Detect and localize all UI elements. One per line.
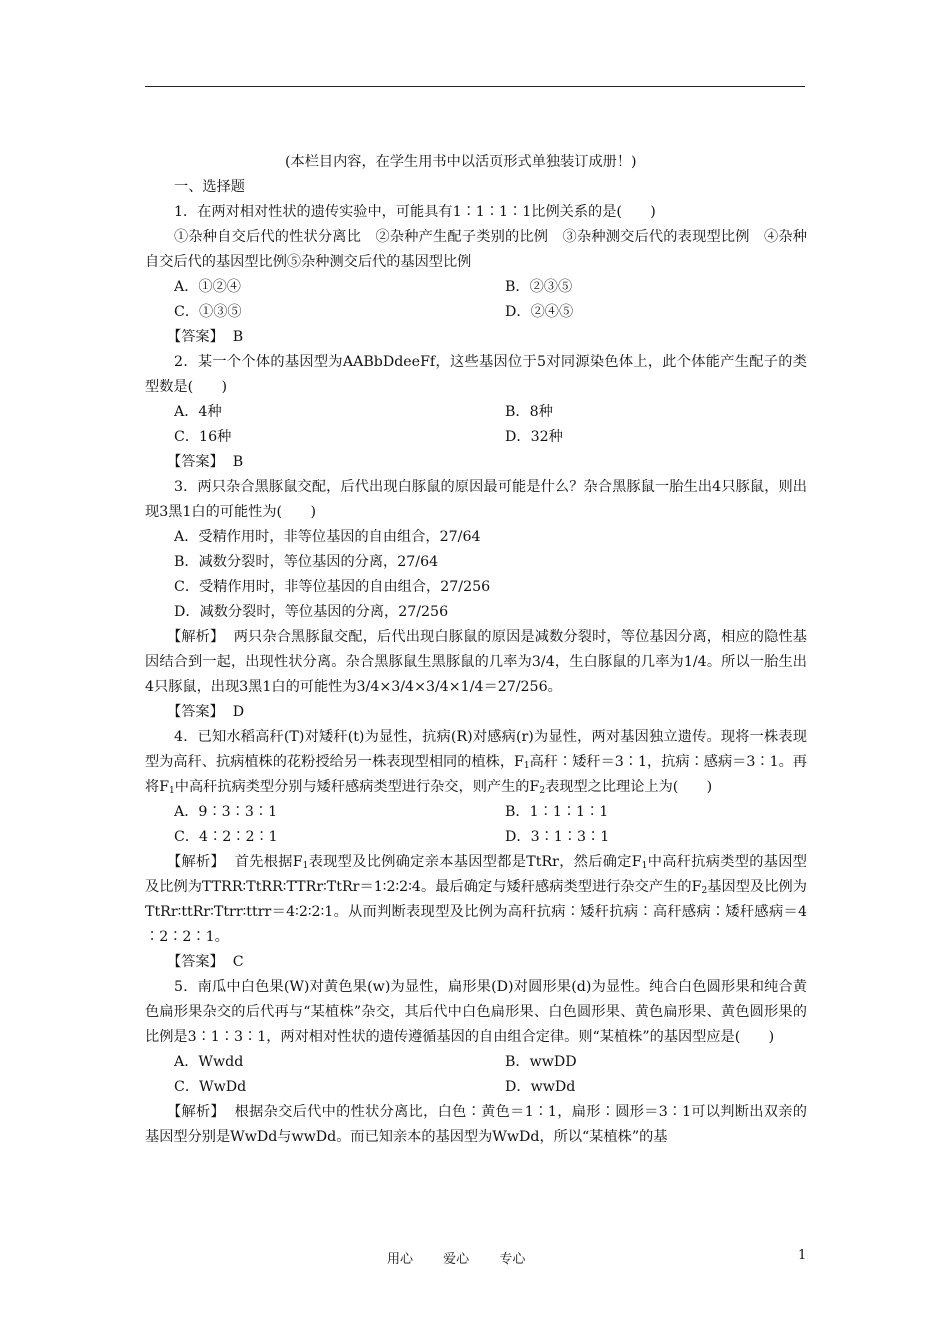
stem-part: 4．已知水稻高秆(T)对矮秆(t)为显性，抗病(R)对感病(r)为显性，两对基因独立遗传。现将一株表现型为高秆、抗病植株的花粉授给另一株表现型相同的植株，F: [145, 729, 807, 770]
question-1-stem: 1．在两对相对性状的遗传实验中，可能具有1∶1∶1∶1比例关系的是( ): [174, 204, 656, 220]
analysis-label: 【解析】: [167, 854, 226, 870]
option-c: C．WwDd: [174, 1079, 247, 1095]
option-a: A．4种: [174, 404, 222, 420]
answer-value: D: [232, 704, 245, 720]
subscript: 2: [539, 786, 546, 796]
footer-word-3: 专心: [499, 1252, 526, 1267]
question-5-stem: 5．南瓜中白色果(W)对黄色果(w)为显性，扁形果(D)对圆形果(d)为显性。纯合白色圆形果和纯合黄色扁形果杂交的后代再与“某植株”杂交，其后代中白色扁形果、白色圆形果、黄色扁形果、黄色圆形果的比例是3∶1∶3∶1，两对相对性状的遗传遵循基因的自由组合定律。则“某植株”的基因型应是( ): [145, 979, 807, 1045]
option-a: A．①②④: [174, 279, 241, 295]
header-rule: [145, 86, 805, 87]
option-c: C．16种: [174, 429, 232, 445]
question-2-answer: [145, 450, 807, 475]
option-b: B．8种: [505, 404, 553, 420]
option-d: D．减数分裂时，等位基因的分离，27/256: [174, 604, 449, 620]
section-title: 一、选择题: [174, 179, 245, 195]
subscript: 2: [701, 886, 708, 896]
header-note: (本栏目内容，在学生用书中以活页形式单独装订成册！): [285, 154, 637, 170]
subscript: 1: [169, 786, 175, 796]
answer-value: C: [232, 954, 244, 970]
question-1-options-cd: [145, 300, 807, 325]
question-3-stem: 3．两只杂合黑豚鼠交配，后代出现白豚鼠的原因最可能是什么？杂合黑豚鼠一胎生出4只豚鼠，则出现3黑1白的可能性为( ): [145, 479, 807, 520]
analysis-part: 首先根据F: [234, 854, 303, 870]
option-d: D．3∶1∶3∶1: [505, 829, 610, 845]
footer-slogan: [387, 1248, 551, 1267]
stem-part: 中高秆抗病类型分别与矮秆感病类型进行杂交，则产生的F: [174, 779, 540, 795]
option-a: A．受精作用时，非等位基因的自由组合，27/64: [174, 529, 481, 545]
option-b: B．减数分裂时，等位基因的分离，27/64: [174, 554, 439, 570]
analysis-text: 两只杂合黑豚鼠交配，后代出现白豚鼠的原因是减数分裂时，等位基因分离，相应的隐性基因结合到一起，出现性状分离。杂合黑豚鼠生黑豚鼠的几率为3/4，生白豚鼠的几率为1/4。所以一胎生出4只豚鼠，出现3黑1白的可能性为3/4×3/4×3/4×1/4＝27/256。: [145, 629, 807, 695]
question-4-options-cd: [145, 825, 807, 850]
subscript: 1: [641, 861, 648, 871]
question-1-answer: [145, 325, 807, 350]
analysis-part: 表现型及比例确定亲本基因型都是TtRr，然后确定F: [308, 854, 642, 870]
option-a: A．Wwdd: [174, 1054, 244, 1070]
question-5-analysis: [145, 1100, 807, 1150]
page-number: 1: [798, 1248, 807, 1263]
answer-value: B: [232, 329, 244, 345]
option-d: D．wwDd: [505, 1079, 576, 1095]
subscript: 1: [302, 861, 309, 871]
question-4-options-ab: [145, 800, 807, 825]
answer-label: 【答案】: [167, 704, 224, 720]
analysis-text: 根据杂交后代中的性状分离比，白色∶黄色＝1∶1，扁形∶圆形＝3∶1可以判断出双亲的基因型分别是WwDd与wwDd。而已知亲本的基因型为WwDd，所以“某植株”的基: [145, 1104, 807, 1145]
question-2-stem: 2．某一个个体的基因型为AABbDdeeFf，这些基因位于5对同源染色体上，此个体能产生配子的类型数是( ): [145, 354, 807, 395]
option-b: B．②③⑤: [505, 279, 573, 295]
stem-part: 表现型之比理论上为( ): [545, 779, 713, 795]
answer-label: 【答案】: [167, 329, 224, 345]
footer-word-1: 用心: [387, 1252, 414, 1267]
analysis-label: 【解析】: [167, 629, 225, 645]
option-b: B．wwDD: [505, 1054, 577, 1070]
question-4-stem: [145, 725, 807, 800]
analysis-label: 【解析】: [167, 1104, 226, 1120]
stem-part: 高秆∶矮秆＝3∶1，抗病∶感病＝3∶1。再将F: [145, 754, 807, 795]
answer-value: B: [232, 454, 244, 470]
question-4-answer: [145, 950, 807, 975]
subscript: 1: [523, 761, 530, 771]
question-5-options-cd: [145, 1075, 807, 1100]
question-3-analysis: [145, 625, 807, 700]
analysis-part: 基因型及比例为TtRr∶ttRr∶Ttrr∶ttrr＝4∶2∶2∶1。从而判断表现型及比例为高秆抗病∶矮秆抗病∶高秆感病∶矮秆感病＝4∶2∶2∶1。: [145, 879, 807, 945]
analysis-part: 中高秆抗病类型的基因型及比例为TTRR∶TtRR∶TTRr∶TtRr＝1∶2∶2∶4。最后确定与矮秆感病类型进行杂交产生的F: [145, 854, 807, 895]
footer-word-2: 爱心: [443, 1252, 470, 1267]
question-4-analysis: [145, 850, 807, 950]
option-c: C．受精作用时，非等位基因的自由组合，27/256: [174, 579, 491, 595]
question-2-options-ab: [145, 400, 807, 425]
question-1-options-ab: [145, 275, 807, 300]
question-2-options-cd: [145, 425, 807, 450]
option-c: C．①③⑤: [174, 304, 242, 320]
question-1-items: ①杂种自交后代的性状分离比 ②杂种产生配子类别的比例 ③杂种测交后代的表现型比例 ④杂种自交后代的基因型比例⑤杂种测交后代的基因型比例: [145, 229, 807, 270]
option-c: C．4∶2∶2∶1: [174, 829, 278, 845]
answer-label: 【答案】: [167, 954, 224, 970]
answer-label: 【答案】: [167, 454, 224, 470]
option-d: D．②④⑤: [505, 304, 574, 320]
document-body: [145, 150, 807, 1150]
option-b: B．1∶1∶1∶1: [505, 804, 609, 820]
question-3-answer: [145, 700, 807, 725]
option-d: D．32种: [505, 429, 563, 445]
question-5-options-ab: [145, 1050, 807, 1075]
option-a: A．9∶3∶3∶1: [174, 804, 278, 820]
